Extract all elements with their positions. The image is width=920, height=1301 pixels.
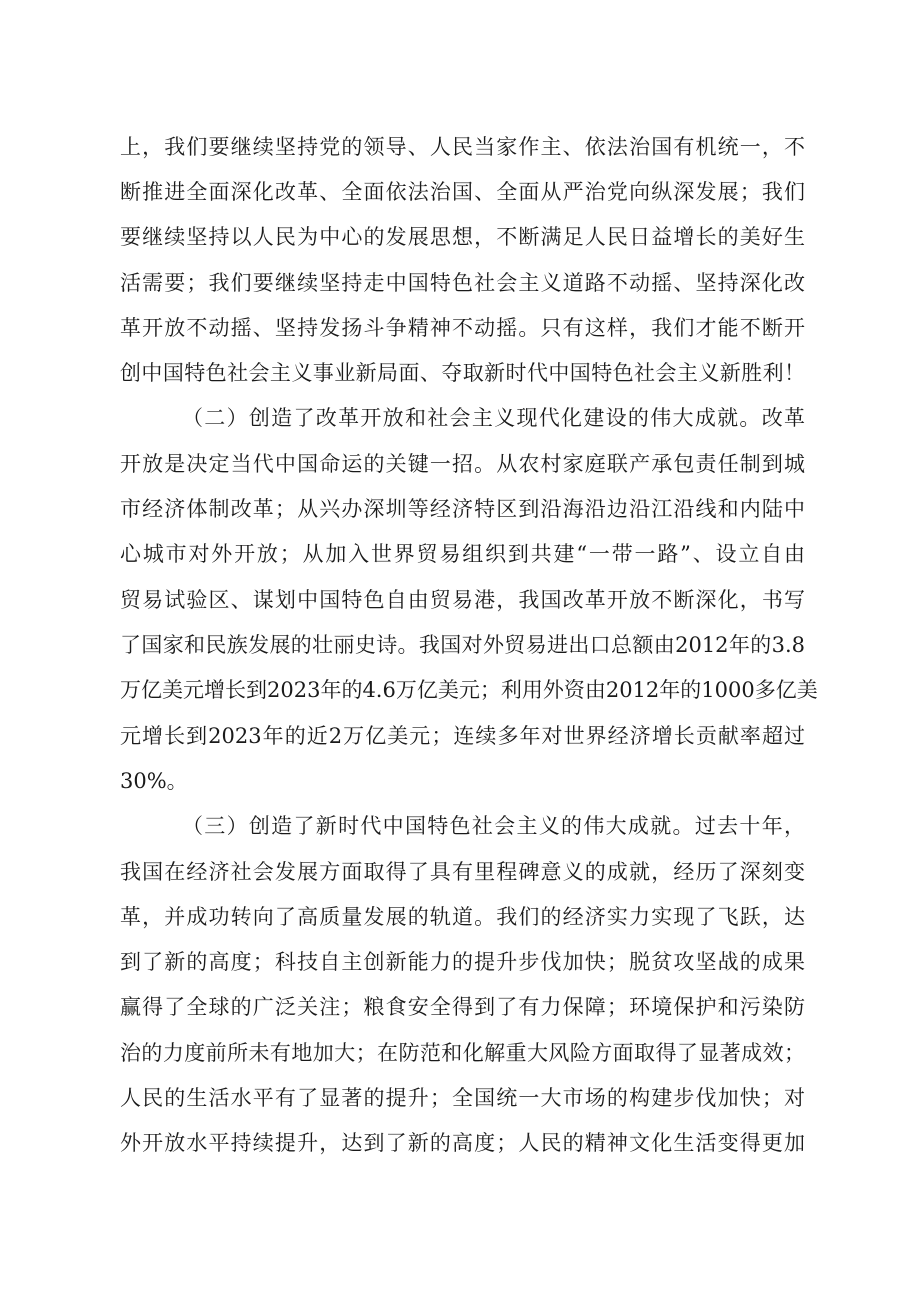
paragraph-heading-2: （二）创造了改革开放和社会主义现代化建设的伟大成就。改革 [182, 406, 805, 430]
text-line: 外开放水平持续提升，达到了新的高度；人民的精神文化生活变得更加 [120, 1131, 805, 1155]
text-line: 活需要；我们要继续坚持走中国特色社会主义道路不动摇、坚持深化改 [120, 271, 805, 295]
text-line: 治的力度前所未有地加大；在防范和化解重大风险方面取得了显著成效； [120, 1041, 805, 1065]
text-line: 市经济体制改革；从兴办深圳等经济特区到沿海沿边沿江沿线和内陆中 [120, 497, 805, 521]
text-line: 人民的生活水平有了显著的提升；全国统一大市场的构建步伐加快；对 [120, 1086, 805, 1110]
text-line: 到了新的高度；科技自主创新能力的提升步伐加快；脱贫攻坚战的成果 [120, 950, 805, 974]
paragraph-heading-3: （三）创造了新时代中国特色社会主义的伟大成就。过去十年， [182, 814, 805, 838]
text-line: 我国在经济社会发展方面取得了具有里程碑意义的成就，经历了深刻变 [120, 860, 805, 884]
text-line: 赢得了全球的广泛关注；粮食安全得到了有力保障；环境保护和污染防 [120, 995, 805, 1019]
text-line: 贸易试验区、谋划中国特色自由贸易港，我国改革开放不断深化，书写 [120, 588, 805, 612]
text-line: 心城市对外开放；从加入世界贸易组织到共建“一带一路”、设立自由 [120, 542, 805, 566]
text-line: 创中国特色社会主义事业新局面、夺取新时代中国特色社会主义新胜利！ [120, 361, 805, 385]
text-line: 30%。 [120, 769, 188, 793]
text-line: 了国家和民族发展的壮丽史诗。我国对外贸易进出口总额由2012年的3.8 [120, 633, 805, 657]
text-line: 上，我们要继续坚持党的领导、人民当家作主、依法治国有机统一，不 [120, 135, 805, 159]
text-line: 开放是决定当代中国命运的关键一招。从农村家庭联产承包责任制到城 [120, 452, 805, 476]
text-line: 要继续坚持以人民为中心的发展思想，不断满足人民日益增长的美好生 [120, 225, 805, 249]
text-line: 革开放不动摇、坚持发扬斗争精神不动摇。只有这样，我们才能不断开 [120, 316, 805, 340]
text-line: 断推进全面深化改革、全面依法治国、全面从严治党向纵深发展；我们 [120, 180, 805, 204]
text-line: 元增长到2023年的近2万亿美元；连续多年对世界经济增长贡献率超过 [120, 724, 805, 748]
text-line: 革，并成功转向了高质量发展的轨道。我们的经济实力实现了飞跃，达 [120, 905, 805, 929]
text-line: 万亿美元增长到2023年的4.6万亿美元；利用外资由2012年的1000多亿美 [120, 678, 818, 702]
